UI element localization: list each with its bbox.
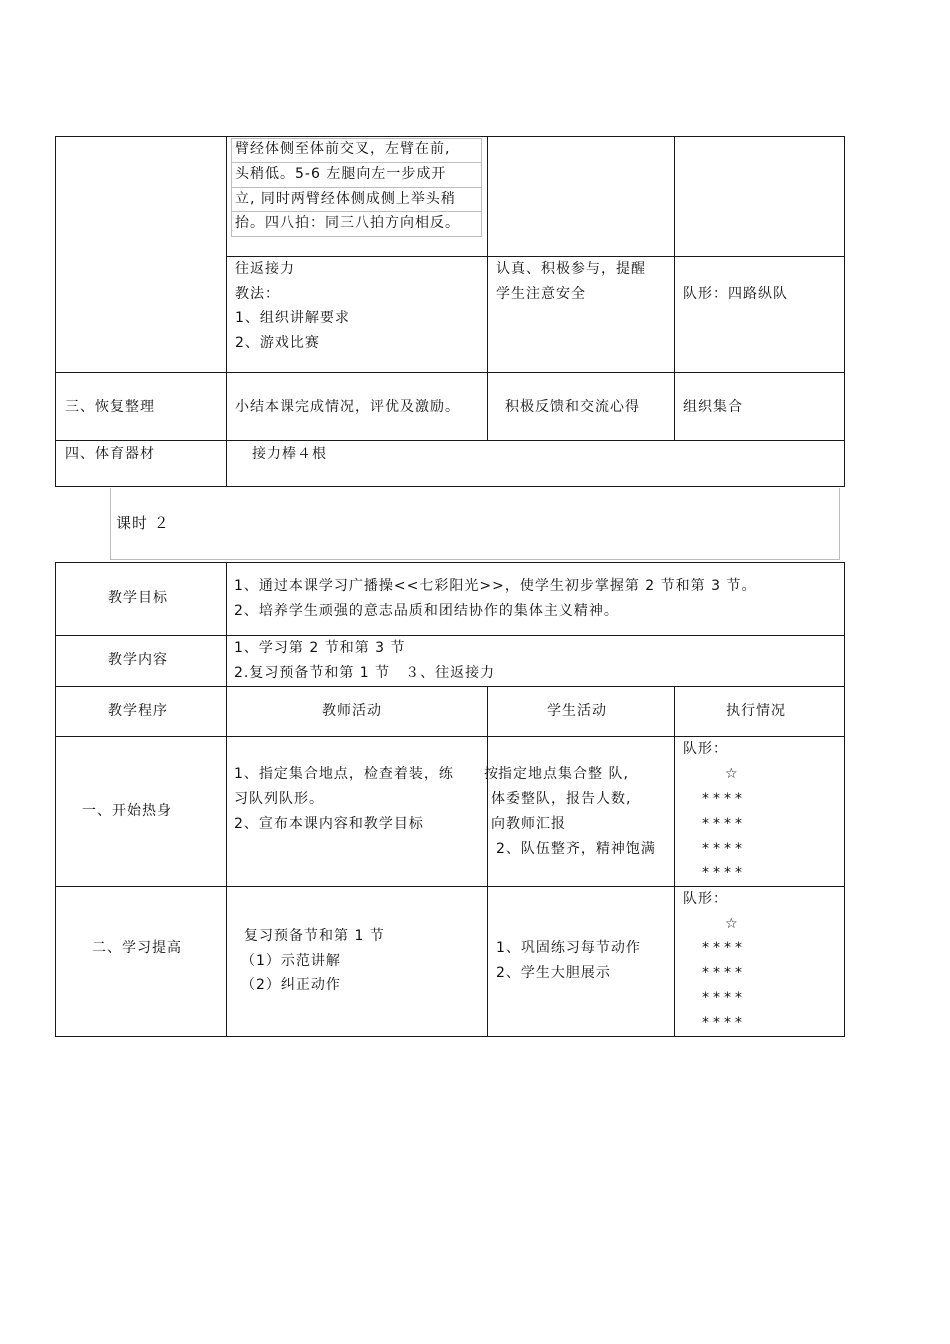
cooldown-status: 组织集合: [683, 399, 743, 415]
formation-row: ****: [702, 1015, 746, 1031]
content-line: 1、学习第 2 节和第 3 节: [234, 640, 406, 656]
warmup-student-line: 体委整队，报告人数,: [491, 791, 632, 807]
study-label: 二、学习提高: [92, 940, 182, 956]
relay-student-note: 认真、积极参与，提醒: [496, 261, 646, 277]
warmup-student-line: 2、队伍整齐，精神饱满: [496, 841, 656, 857]
warmup-label: 一、开始热身: [82, 803, 172, 819]
warmup-formation-label: 队形：: [683, 741, 728, 757]
equipment-label: 四、体育器材: [65, 446, 155, 462]
goal-line: 2、培养学生顽强的意志品质和团结协作的集体主义精神。: [234, 603, 619, 619]
cooldown-label: 三、恢复整理: [65, 399, 155, 415]
content-label: 教学内容: [108, 652, 168, 668]
cooldown-teacher: 小结本课完成情况，评优及激励。: [235, 399, 460, 415]
warmup-student-line: 指定地点集合整 队,: [498, 766, 629, 782]
relay-title: 往返接力: [235, 261, 295, 277]
study-teacher-line: （1）示范讲解: [241, 953, 341, 969]
study-student-line: 1、巩固练习每节动作: [496, 940, 641, 956]
formation-row: ****: [702, 865, 746, 881]
cooldown-student: 积极反馈和交流心得: [505, 399, 640, 415]
exercise-text-line: 抬。四八拍：同三八拍方向相反。: [235, 215, 460, 231]
header-procedure: 教学程序: [108, 703, 168, 719]
relay-student-note: 学生注意安全: [496, 286, 586, 302]
relay-method-label: 教法：: [235, 286, 280, 302]
content-line: 2.复习预备节和第 1 节 ３、往返接力: [234, 665, 496, 681]
teacher-star-icon: ☆: [725, 916, 739, 932]
study-formation-label: 队形：: [683, 891, 728, 907]
study-teacher-line: （2）纠正动作: [241, 977, 341, 993]
formation-row: ****: [702, 841, 746, 857]
goal-line: 1、通过本课学习广播操<<七彩阳光>>，使学生初步掌握第 2 节和第 3 节。: [234, 578, 757, 594]
goals-label: 教学目标: [108, 590, 168, 606]
study-teacher-line: 复习预备节和第 1 节: [244, 928, 385, 944]
warmup-teacher-line: 2、宣布本课内容和教学目标: [234, 816, 424, 832]
header-status: 执行情况: [726, 703, 786, 719]
warmup-teacher-line: 习队列队形。: [234, 791, 324, 807]
formation-row: ****: [702, 965, 746, 981]
header-student: 学生活动: [547, 703, 607, 719]
warmup-teacher-line: 1、指定集合地点，检查着装，练: [234, 766, 454, 782]
teacher-star-icon: ☆: [725, 766, 739, 782]
exercise-text-line: 臂经体侧至体前交叉，左臂在前,: [235, 141, 451, 157]
warmup-student-line: 向教师汇报: [491, 816, 566, 832]
relay-formation: 队形：四路纵队: [683, 286, 788, 302]
exercise-text-line: 立, 同时两臂经体侧成侧上举头稍: [235, 191, 456, 207]
warmup-student-overlap: 按: [484, 766, 499, 782]
relay-step: 2、游戏比赛: [235, 335, 320, 351]
formation-row: ****: [702, 940, 746, 956]
formation-row: ****: [702, 791, 746, 807]
exercise-text-line: 头稍低。5-6 左腿向左一步成开: [235, 166, 447, 182]
relay-step: 1、组织讲解要求: [235, 310, 350, 326]
lesson-number: 课时 ２: [116, 514, 170, 532]
formation-row: ****: [702, 816, 746, 832]
study-student-line: 2、学生大胆展示: [496, 965, 611, 981]
header-teacher: 教师活动: [322, 703, 382, 719]
equipment-value: 接力棒４根: [252, 446, 327, 462]
formation-row: ****: [702, 990, 746, 1006]
